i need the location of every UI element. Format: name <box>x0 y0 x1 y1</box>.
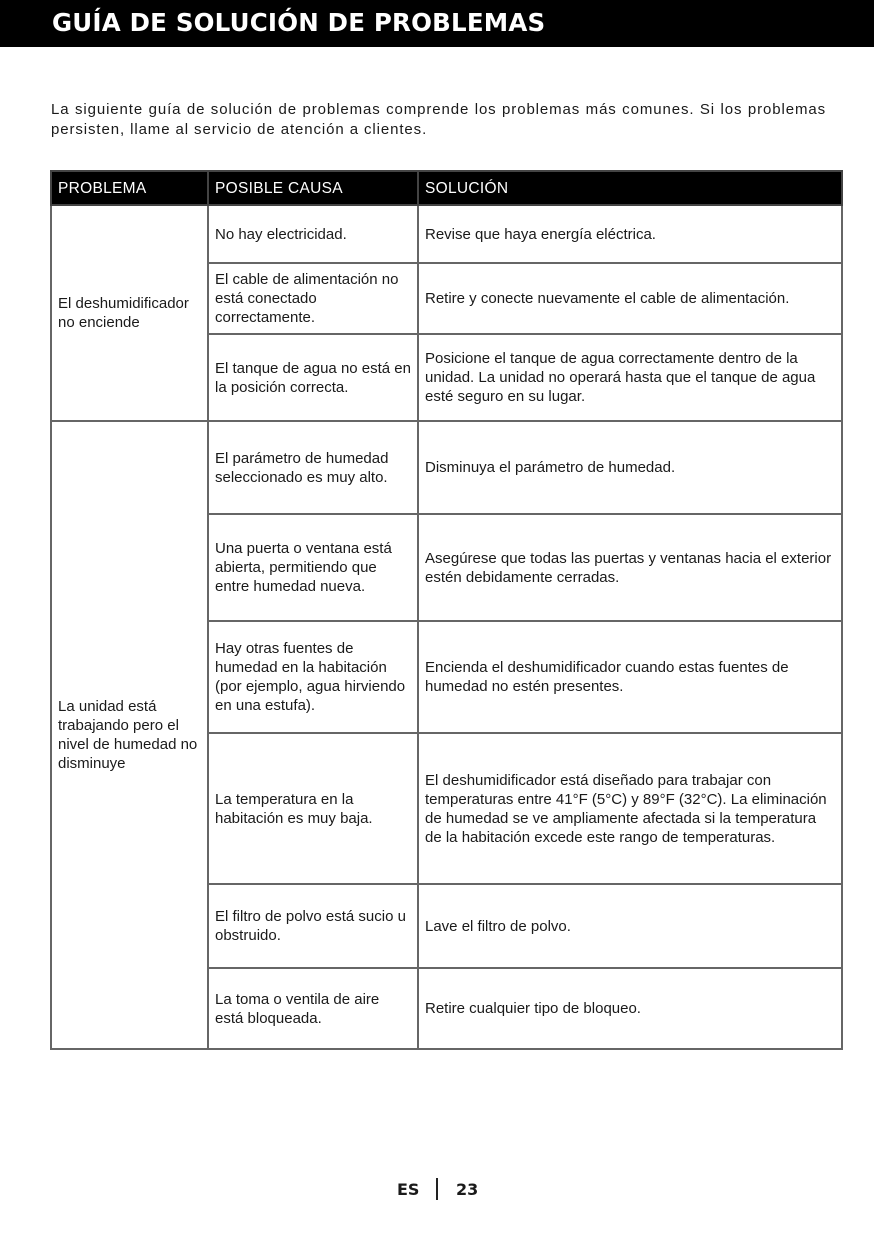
column-header-solution: SOLUCIÓN <box>418 171 842 205</box>
cause-cell: El filtro de polvo está sucio u obstruido. <box>208 884 418 968</box>
cause-cell: Una puerta o ventana está abierta, permitiendo que entre humedad nueva. <box>208 514 418 621</box>
language-code: ES <box>397 1180 420 1199</box>
footer-divider <box>436 1178 438 1200</box>
page-title: GUÍA DE SOLUCIÓN DE PROBLEMAS <box>52 8 546 37</box>
solution-cell: Disminuya el parámetro de humedad. <box>418 421 842 514</box>
table-row <box>51 205 842 263</box>
solution-cell: Revise que haya energía eléctrica. <box>418 205 842 263</box>
cause-cell: La toma o ventila de aire está bloqueada. <box>208 968 418 1049</box>
column-header-problem: PROBLEMA <box>51 171 208 205</box>
problem-cell: La unidad está trabajando pero el nivel de humedad no disminuye <box>51 421 208 1049</box>
solution-cell: El deshumidificador está diseñado para trabajar con temperaturas entre 41°F (5°C) y 89°F (32°C). La eliminación de humedad se ve ampliamente afectada si la temperatura de la habitación excede este rango de temperaturas. <box>418 733 842 884</box>
solution-cell: Lave el filtro de polvo. <box>418 884 842 968</box>
solution-cell: Posicione el tanque de agua correctamente dentro de la unidad. La unidad no operará hasta que el tanque de agua esté seguro en su lugar. <box>418 334 842 421</box>
solution-cell: Retire cualquier tipo de bloqueo. <box>418 968 842 1049</box>
troubleshooting-table <box>50 170 843 1050</box>
cause-cell: La temperatura en la habitación es muy baja. <box>208 733 418 884</box>
column-header-cause: POSIBLE CAUSA <box>208 171 418 205</box>
troubleshooting-table-wrapper <box>50 170 843 1050</box>
solution-cell: Asegúrese que todas las puertas y ventanas hacia el exterior estén debidamente cerradas. <box>418 514 842 621</box>
cause-cell: El tanque de agua no está en la posición correcta. <box>208 334 418 421</box>
table-header-row <box>51 171 842 205</box>
solution-cell: Retire y conecte nuevamente el cable de alimentación. <box>418 263 842 334</box>
table-row <box>51 421 842 514</box>
solution-cell: Encienda el deshumidificador cuando estas fuentes de humedad no estén presentes. <box>418 621 842 733</box>
page-number: 23 <box>456 1180 479 1199</box>
cause-cell: Hay otras fuentes de humedad en la habitación (por ejemplo, agua hirviendo en una estufa). <box>208 621 418 733</box>
cause-cell: El cable de alimentación no está conectado correctamente. <box>208 263 418 334</box>
cause-cell: El parámetro de humedad seleccionado es muy alto. <box>208 421 418 514</box>
intro-paragraph: La siguiente guía de solución de problemas comprende los problemas más comunes. Si los problemas persisten, llame al servicio de atención a clientes. <box>51 101 826 138</box>
problem-cell: El deshumidificador no enciende <box>51 205 208 421</box>
header-bar <box>0 0 874 47</box>
page-footer <box>0 1178 874 1202</box>
cause-cell: No hay electricidad. <box>208 205 418 263</box>
